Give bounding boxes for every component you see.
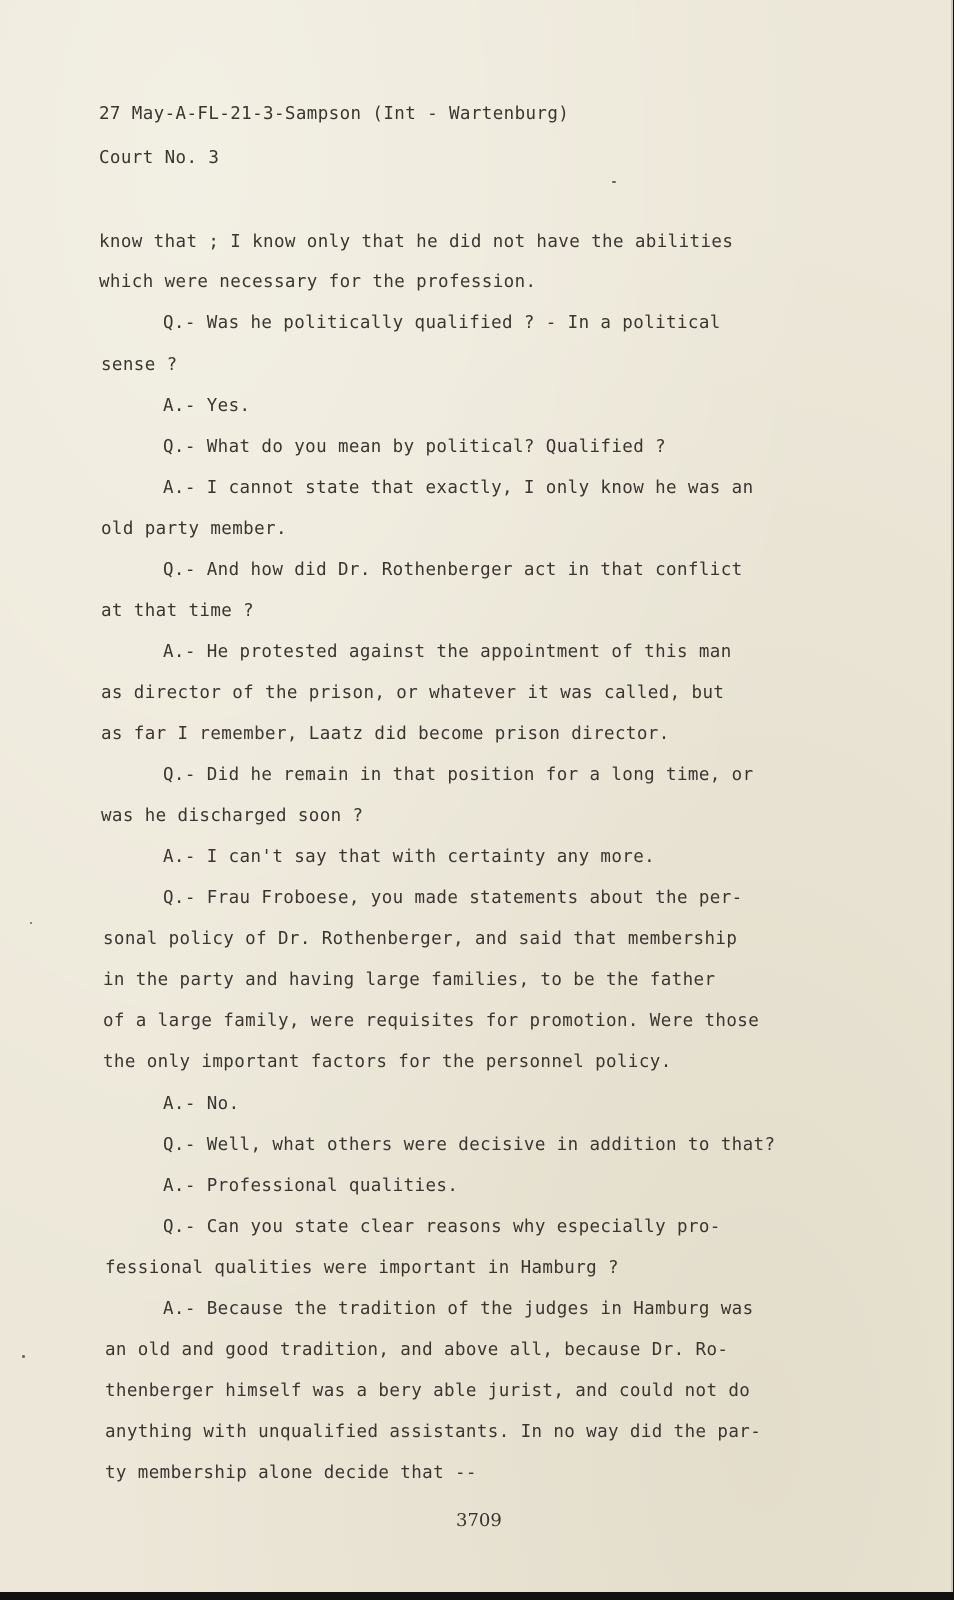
question-line: Q.- Was he politically qualified ? - In a political bbox=[163, 313, 721, 333]
text-line: was he discharged soon ? bbox=[101, 806, 364, 826]
question-line: Q.- And how did Dr. Rothenberger act in that conflict bbox=[163, 560, 743, 580]
header-line-2: Court No. 3 bbox=[99, 148, 220, 168]
text-line: anything with unqualified assistants. In no way did the par- bbox=[105, 1422, 762, 1442]
paper-speck bbox=[22, 1355, 25, 1358]
text-line: thenberger himself was a bery able jurist, and could not do bbox=[105, 1381, 751, 1401]
text-line: at that time ? bbox=[101, 601, 255, 621]
text-line: the only important factors for the personnel policy. bbox=[103, 1052, 672, 1072]
question-line: Q.- Can you state clear reasons why especially pro- bbox=[163, 1217, 721, 1237]
question-line: Q.- What do you mean by political? Qualified ? bbox=[163, 437, 667, 457]
answer-line: A.- I cannot state that exactly, I only know he was an bbox=[163, 478, 754, 498]
paper-speck bbox=[612, 181, 616, 183]
answer-line: A.- Because the tradition of the judges in Hamburg was bbox=[163, 1299, 754, 1319]
header-line-1: 27 May-A-FL-21-3-Sampson (Int - Wartenburg) bbox=[99, 104, 570, 124]
page-number: 3709 bbox=[456, 1510, 502, 1531]
text-line: as far I remember, Laatz did become prison director. bbox=[101, 724, 670, 744]
text-line: know that ; I know only that he did not have the abilities bbox=[99, 232, 734, 252]
answer-line: A.- No. bbox=[163, 1094, 240, 1114]
answer-line: A.- I can't say that with certainty any more. bbox=[163, 847, 656, 867]
text-line: of a large family, were requisites for promotion. Were those bbox=[103, 1011, 760, 1031]
question-line: Q.- Frau Froboese, you made statements about the per- bbox=[163, 888, 743, 908]
text-line: in the party and having large families, to be the father bbox=[103, 970, 716, 990]
text-line: ty membership alone decide that -- bbox=[105, 1463, 477, 1483]
question-line: Q.- Well, what others were decisive in addition to that? bbox=[163, 1135, 776, 1155]
text-line: as director of the prison, or whatever it was called, but bbox=[101, 683, 725, 703]
text-line: an old and good tradition, and above all, because Dr. Ro- bbox=[105, 1340, 729, 1360]
text-line: fessional qualities were important in Hamburg ? bbox=[105, 1258, 619, 1278]
answer-line: A.- He protested against the appointment of this man bbox=[163, 642, 732, 662]
text-line: which were necessary for the profession. bbox=[99, 272, 537, 292]
question-line: Q.- Did he remain in that position for a long time, or bbox=[163, 765, 754, 785]
answer-line: A.- Yes. bbox=[163, 396, 251, 416]
paper-speck bbox=[30, 922, 32, 924]
text-line: sense ? bbox=[101, 355, 178, 375]
answer-line: A.- Professional qualities. bbox=[163, 1176, 459, 1196]
text-line: sonal policy of Dr. Rothenberger, and said that membership bbox=[103, 929, 738, 949]
text-line: old party member. bbox=[101, 519, 287, 539]
